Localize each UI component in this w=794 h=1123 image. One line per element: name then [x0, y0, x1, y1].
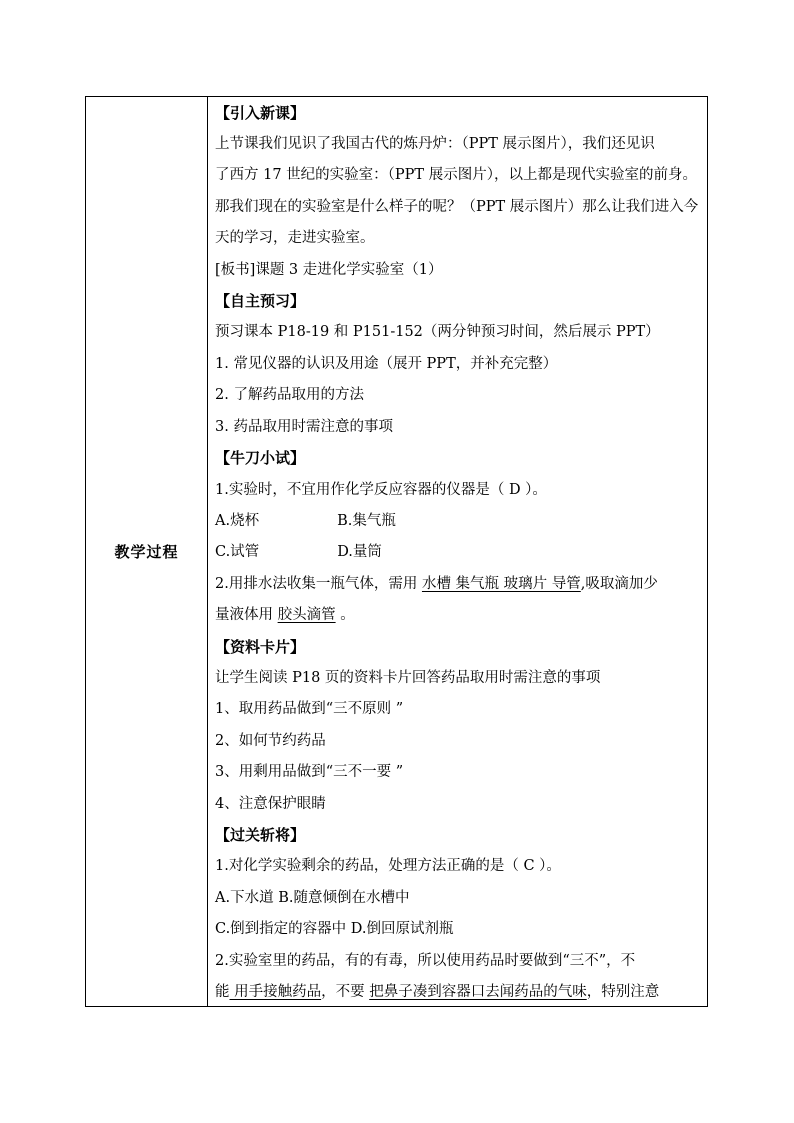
option-d: D.量筒 [337, 544, 382, 560]
challenge-question-2: 2.实验室里的药品，有的有毒，所以使用药品时要做到“三不”，不 [215, 953, 636, 969]
answer-blank: 把鼻子凑到容器口去闻药品的气味 [369, 984, 587, 1000]
option-c: C.试管 [215, 544, 260, 560]
question-text: 2.用排水法收集一瓶气体，需用 [215, 576, 422, 592]
card-line: 4、注意保护眼睛 [215, 796, 326, 812]
card-line: 1、取用药品做到“三不原则 ” [215, 701, 404, 717]
answer-blank: 水槽 集气瓶 玻璃片 导管 [421, 576, 581, 592]
question-text: ，特别注意 [586, 984, 660, 1000]
option-a: A.烧杯 [215, 513, 260, 529]
intro-line: 了西方 17 世纪的实验室：（PPT 展示图片），以上都是现代实验室的前身。 [215, 167, 697, 183]
question-text: 量液体用 [215, 607, 278, 623]
question-text: 能 [215, 984, 230, 1000]
question-text: 。 [335, 607, 355, 623]
card-line: 让学生阅读 P18 页的资料卡片回答药品取用时需注意的事项 [215, 670, 601, 686]
preview-line: 预习课本 P18-19 和 P151-152（两分钟预习时间，然后展示 PPT） [215, 324, 660, 340]
content-cell [208, 97, 707, 1006]
card-line: 2、如何节约药品 [215, 733, 326, 749]
stage-label: 教学过程 [114, 543, 179, 561]
card-line: 3、用剩用品做到“三不一要 ” [215, 764, 404, 780]
challenge-options-row-2: C.倒到指定的容器中 D.倒回原试剂瓶 [215, 921, 454, 937]
intro-line: 那我们现在的实验室是什么样子的呢？（PPT 展示图片）那么让我们进入今 [215, 199, 699, 215]
quiz-question-1: 1.实验时，不宜用作化学反应容器的仪器是（ D ）。 [215, 482, 547, 498]
section-heading-challenge: 【过关斩将】 [215, 826, 306, 844]
intro-line: 天的学习，走进实验室。 [215, 230, 375, 246]
lesson-table [85, 96, 708, 1007]
blackboard-line: [板书]课题 3 走进化学实验室（1） [215, 262, 443, 278]
challenge-question-1: 1.对化学实验剩余的药品，处理方法正确的是（ C ）。 [215, 858, 561, 874]
section-heading-preview: 【自主预习】 [215, 292, 306, 310]
section-heading-card: 【资料卡片】 [215, 638, 306, 656]
quiz-options-row-1 [215, 510, 703, 532]
answer-blank: 胶头滴管 [277, 607, 336, 623]
section-heading-intro: 【引入新课】 [215, 104, 306, 122]
quiz-question-2 [215, 573, 703, 595]
challenge-options-row-1: A.下水道 B.随意倾倒在水槽中 [215, 890, 410, 906]
question-text: ,吸取滴加少 [580, 576, 658, 592]
preview-line: 2. 了解药品取用的方法 [215, 387, 364, 403]
intro-line: 上节课我们见识了我国古代的炼丹炉：（PPT 展示图片），我们还见识 [215, 136, 655, 152]
answer-blank: 用手接触药品 [229, 984, 322, 1000]
preview-line: 3. 药品取用时需注意的事项 [215, 419, 393, 435]
challenge-question-2-cont [215, 981, 703, 1003]
quiz-question-2-cont [215, 604, 703, 626]
option-b: B.集气瓶 [337, 513, 396, 529]
preview-line: 1. 常见仪器的认识及用途（展开 PPT，并补充完整） [215, 356, 558, 372]
quiz-options-row-2 [215, 541, 703, 563]
question-text: ，不要 [321, 984, 370, 1000]
left-cell [86, 97, 208, 1006]
section-heading-quiz: 【牛刀小试】 [215, 449, 306, 467]
